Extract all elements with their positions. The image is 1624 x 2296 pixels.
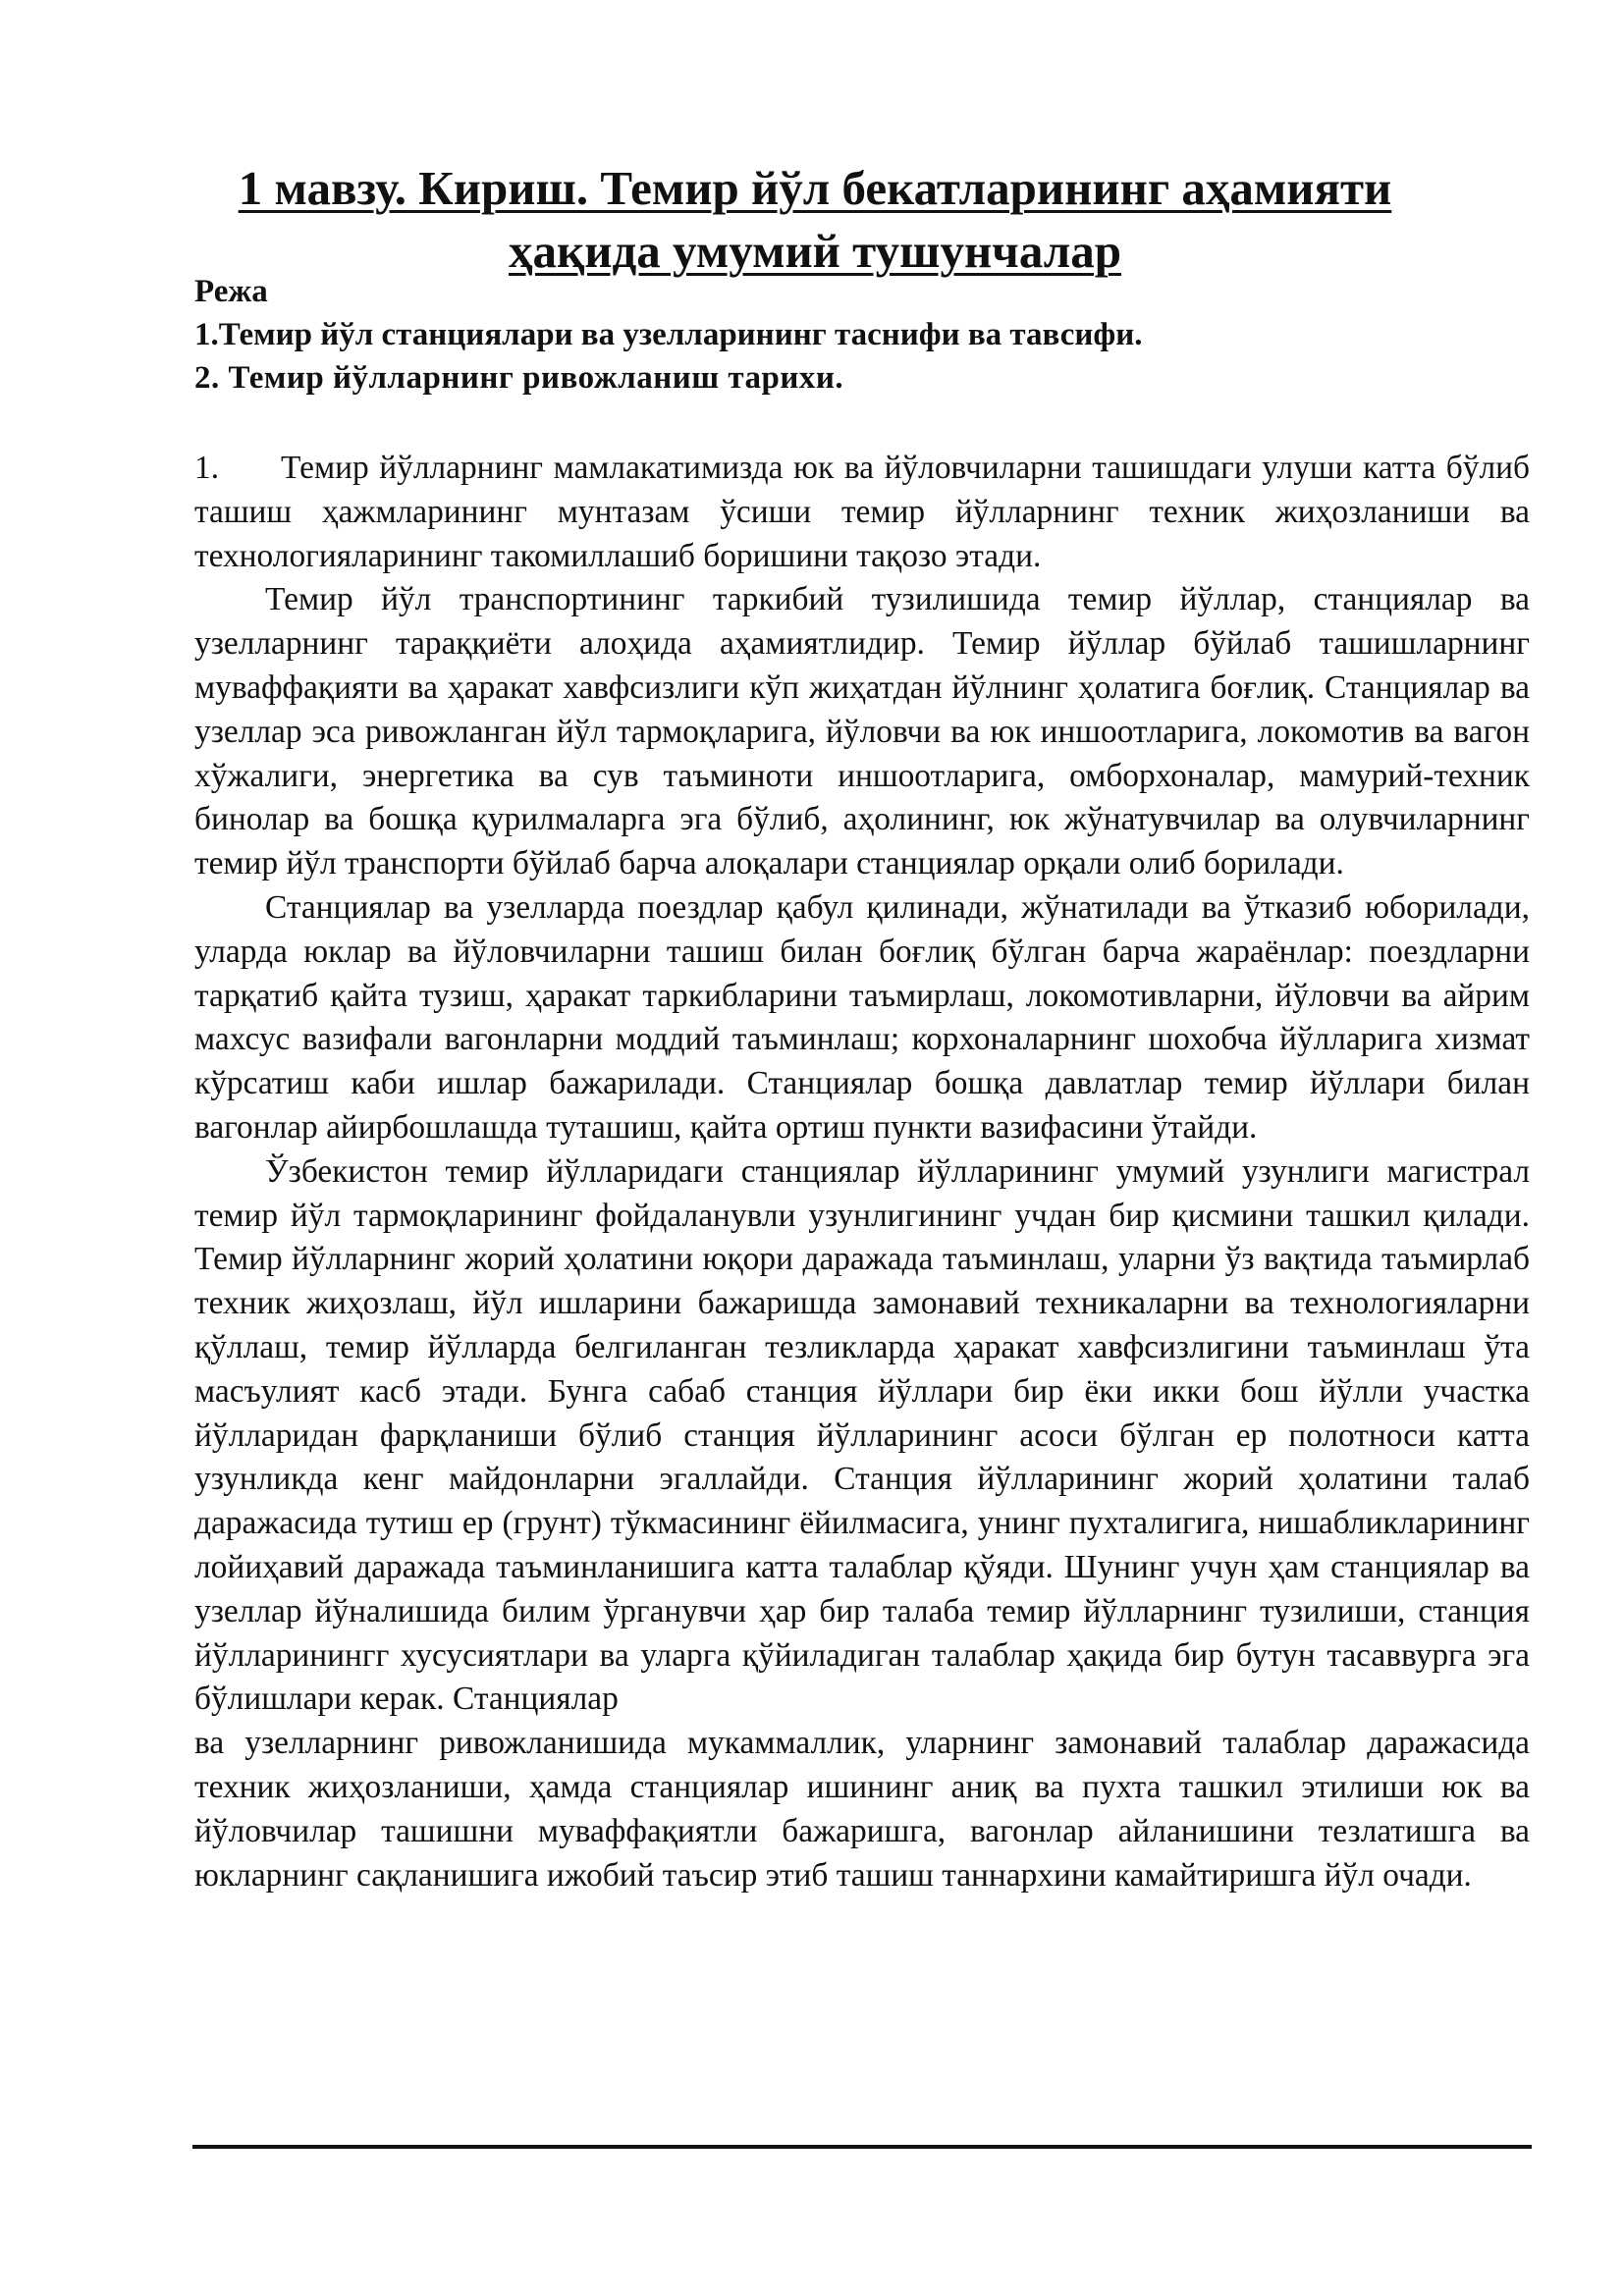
page-title: [157, 157, 1473, 283]
paragraph-5: ва узелларнинг ривожланишида мукаммаллик, уларнинг замонавий талаблар даражасида техник жиҳозланиши, ҳамда станциялар ишининг аниқ ва пухта ташкил этилиши юк ва йўловчилар ташишни муваффақиятли бажаришга, вагонлар айланишини тезлатишга ва юкларнинг сақланишига ижобий таъсир этиб ташиш таннархини камайтиришга йўл очади.: [194, 1725, 1530, 1894]
plan-label: Режа: [194, 274, 268, 309]
paragraph-4-text: Ўзбекистон темир йўлларидаги станциялар йўлларининг умумий узунлиги магистрал темир йўл тармоқларининг фойдаланувли узунлигининг учдан бир қисмини ташкил қилади. Темир йўлларнинг жорий ҳолатини юқори даражада таъминлаш, уларни ўз вақтида таъмирлаб техник жиҳозлаш, йўл ишларини бажаришда замонавий техникаларни ва технологияларни қўллаш, темир йўлларда белгиланган тезликларда ҳаракат хавфсизлигини таъминлаш ўта масъулият касб этади. Бунга сабаб станция йўллари бир ёки икки бош йўлли участка йўлларидан фарқланиши бўлиб станция йўлларининг асоси бўлган ер полотноси катта узунликда кенг майдонларни эгаллайди. Станция йўлларининг жорий ҳолатини талаб даражасида тутиш ер (грунт) тўкмасининг ёйилмасига, унинг пухталигига, нишабликларининг лойиҳавий даражада таъминланишига катта талаблар қўяди. Шунинг учун ҳам станциялар ва узеллар йўналишида билим ўрганувчи ҳар бир талаба темир йўлларнинг тузилиши, станция йўлларинингг хусусиятлари ва уларга қўйиладиган талаблар ҳақида бир бутун тасаввурга эга бўлишлари керак.: [194, 1152, 1530, 1718]
plan-item-2: 2. Темир йўлларнинг ривожланиш тарихи.: [194, 360, 844, 396]
paragraph-4: [194, 1150, 1530, 1722]
paragraph-1-text: Темир йўлларнинг мамлакатимизда юк ва йўловчиларни ташишдаги улуши катта бўлиб ташиш ҳажмларининг мунтазам ўсиши темир йўлларнинг техник жиҳозланиши ва технологияларининг такомиллашиб боришини тақозо этади.: [194, 450, 1530, 574]
bottom-rule: [192, 2145, 1532, 2149]
paragraph-1: [194, 447, 1530, 578]
plan-item-1: 1.Темир йўл станциялари ва узелларининг таснифи ва тавсифи.: [194, 317, 1143, 352]
paragraph-number: 1.: [194, 450, 220, 486]
paragraph-3: Станциялар ва узелларда поездлар қабул қилинади, жўнатилади ва ўтказиб юборилади, уларда юклар ва йўловчиларни ташиш билан боғлиқ бўлган барча жараёнлар: поездларни тарқатиб қайта тузиш, ҳаракат таркибларини таъмирлаш, локомотивларни, йўловчи ва айрим махсус вазифали вагонларни моддий таъминлаш; корхоналарнинг шохобча йўлларига хизмат кўрсатиш каби ишлар бажарилади. Станциялар бошқа давлатлар темир йўллари билан вагонлар айирбошлашда туташиш, қайта ортиш пункти вазифасини ўтайди.: [194, 888, 1530, 1146]
paragraph-4-tail: Станциялар: [452, 1681, 619, 1718]
paragraph-2: Темир йўл транспортининг таркибий тузилишида темир йўллар, станциялар ва узелларнинг тараққиёти алоҳида аҳамиятлидир. Темир йўллар бўйлаб ташишларнинг муваффақияти ва ҳаракат хавфсизлиги кўп жиҳатдан йўлнинг ҳолатига боғлиқ. Станциялар ва узеллар эса ривожланган йўл тармоқларига, йўловчи ва юк иншоотларига, локомотив ва вагон хўжалиги, энергетика ва сув таъминоти иншоотларига, омборхоналар, мамурий-техник бинолар ва бошқа қурилмаларга эга бўлиб, аҳолининг, юк жўнатувчилар ва олувчиларнинг темир йўл транспорти бўйлаб барча алоқалари станциялар орқали олиб борилади.: [194, 581, 1530, 882]
lesson-plan: [194, 270, 1530, 400]
main-text: [194, 447, 1530, 1897]
title-line-2: ҳақида умумий тушунчалар: [508, 224, 1121, 278]
title-line-1: 1 мавзу. Кириш. Темир йўл бекатларининг аҳамияти: [238, 161, 1392, 215]
